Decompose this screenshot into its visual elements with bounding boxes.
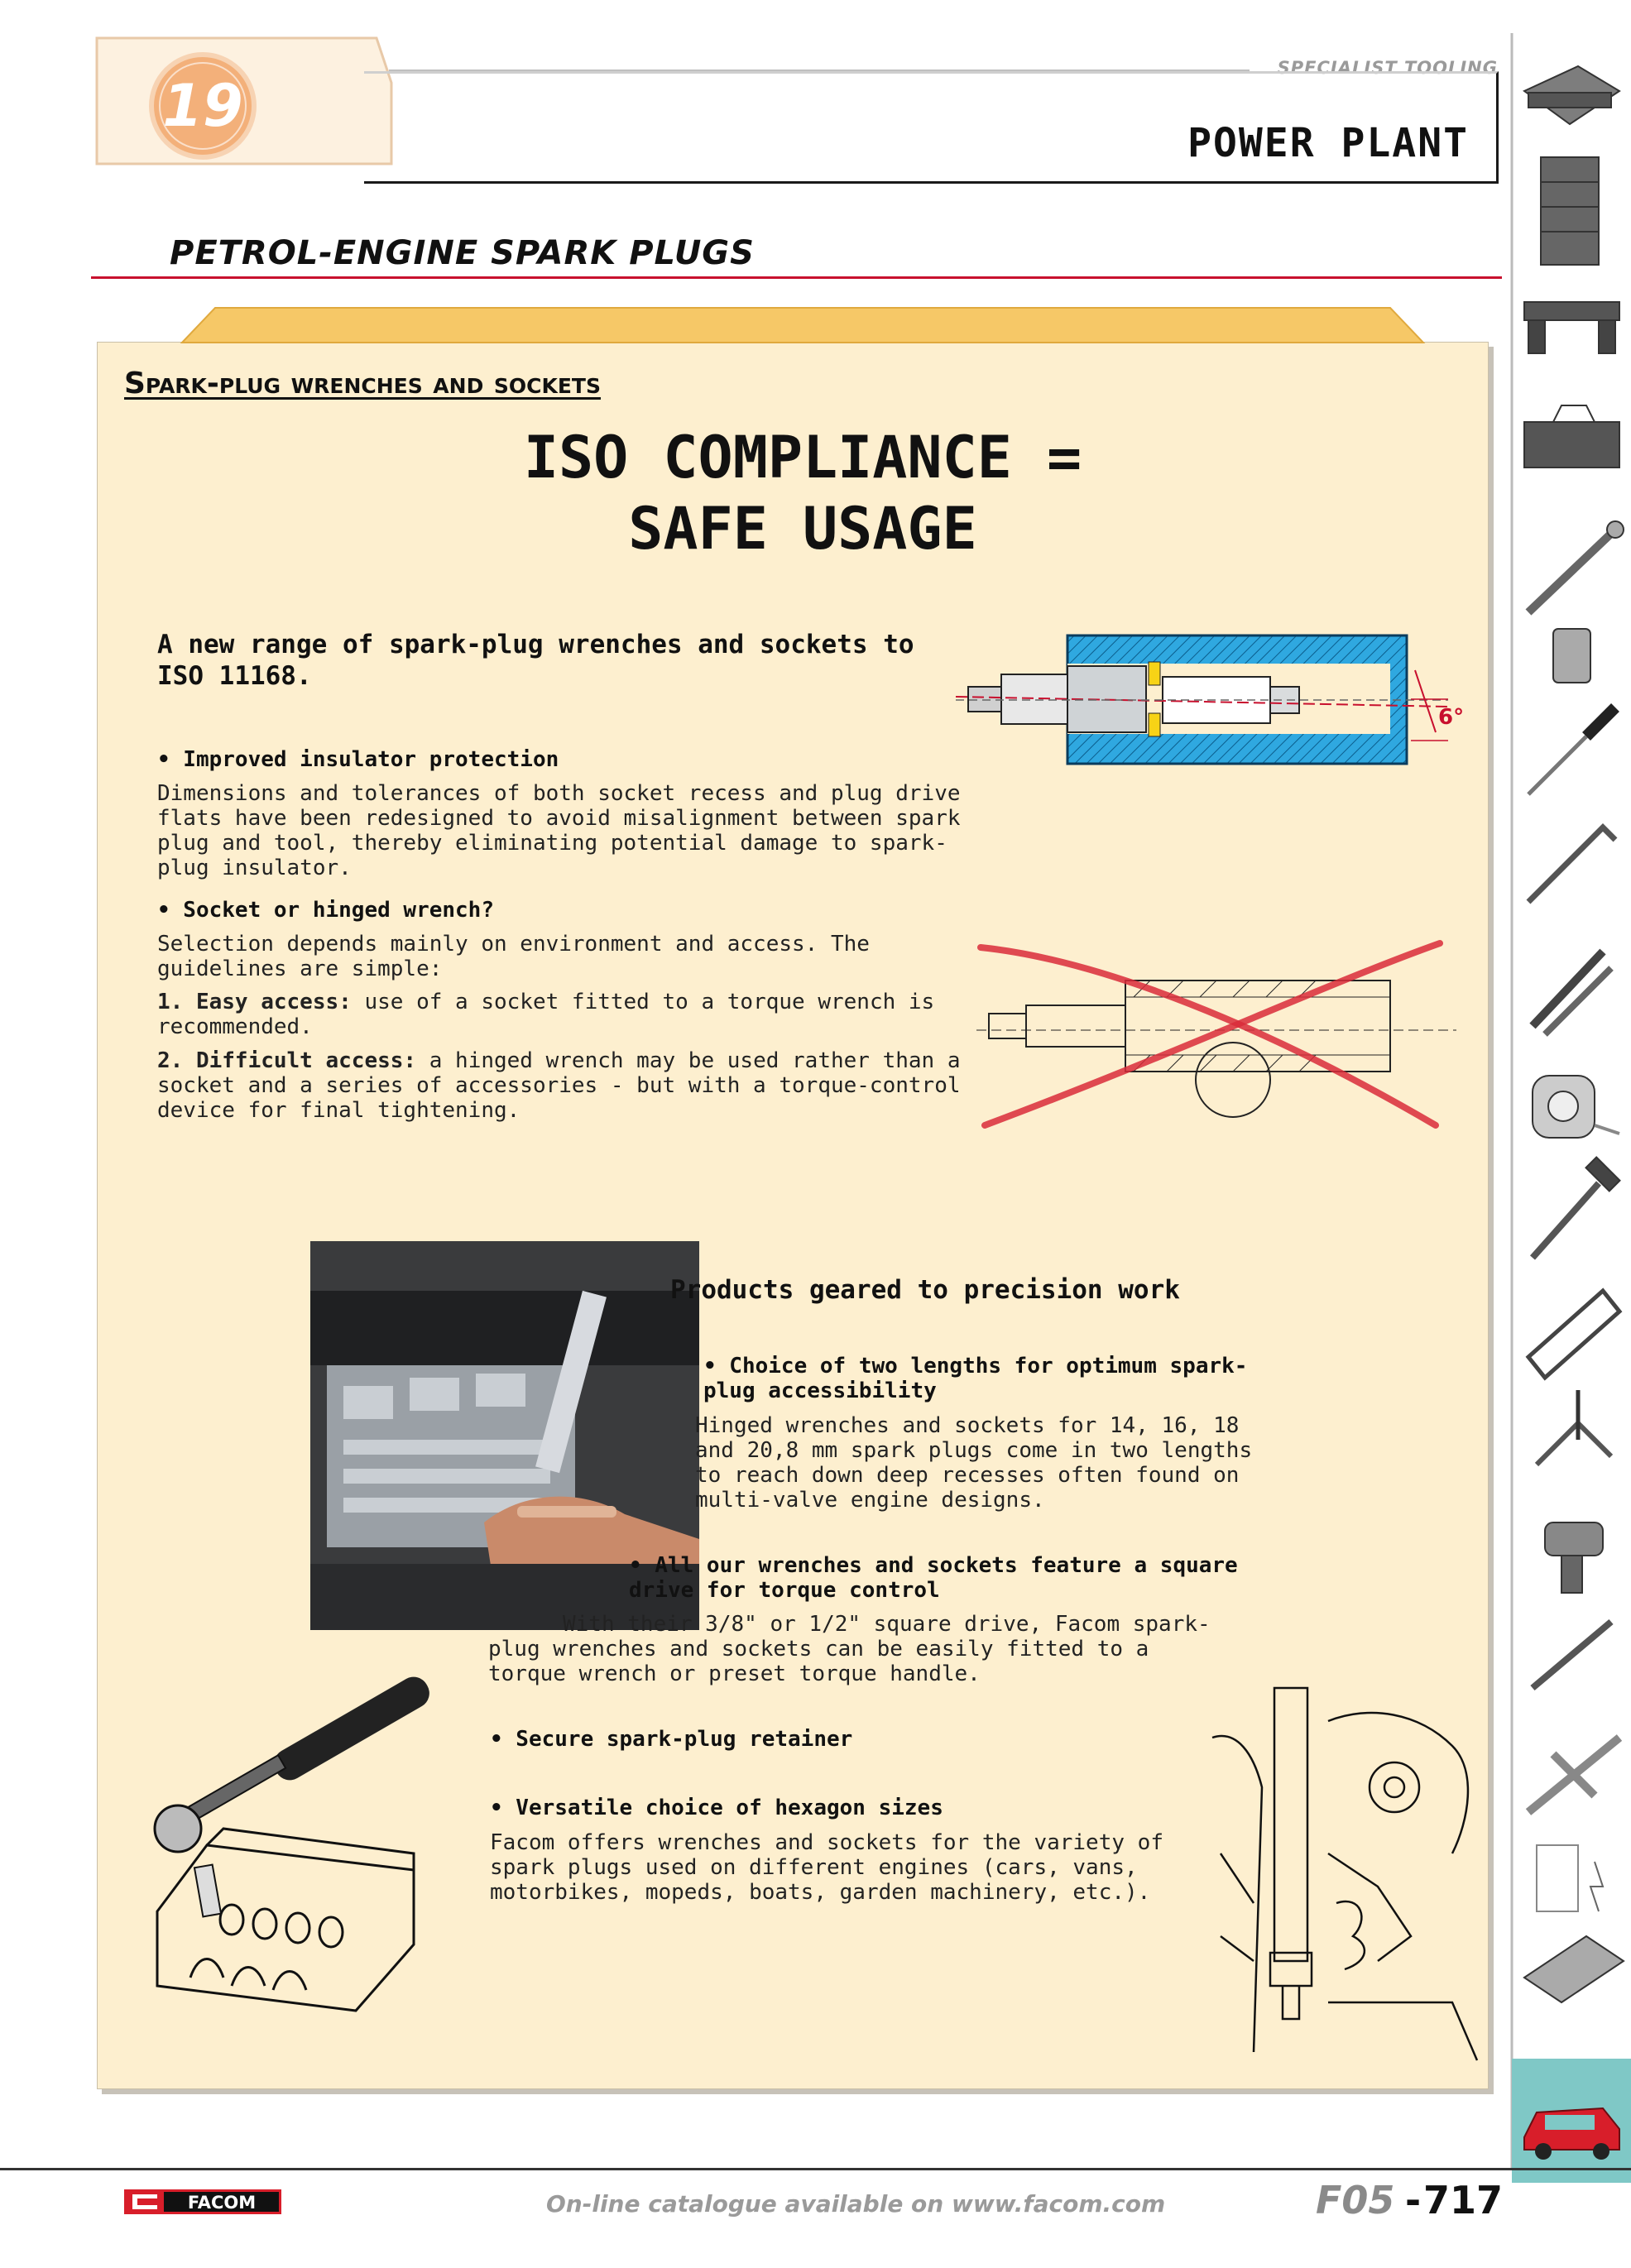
brand-text: FACOM (187, 2193, 257, 2213)
list-item-text: a hinged wrench may be used rather than a socket and a series of accessories - but with a torque-control device for final tightening. (157, 1048, 961, 1123)
bench-icon[interactable] (1524, 302, 1619, 353)
page-number: 717 (1423, 2178, 1504, 2222)
list-item-difficult-access (157, 1048, 976, 1123)
product-lengths-text: Hinged wrenches and sockets for 14, 16, 18 and 20,8 mm spark plugs come in two lengths to reach down deep recesses often found on multi-valve engine designs. (695, 1413, 1253, 1513)
car-icon (1512, 2059, 1631, 2183)
socket-engine-illustration (1204, 1688, 1485, 2060)
toolbox-icon[interactable] (1524, 405, 1619, 468)
catalog-code: F05 (1316, 2178, 1395, 2222)
list-item-label: 2. Difficult access: (157, 1048, 417, 1073)
bullet-insulator-text: Dimensions and tolerances of both socket recess and plug drive flats have been redesigned to avoid misalignment between spark plug and tool, thereby eliminating potential damage to spark-plug insulator. (157, 781, 961, 880)
combination-wrench-icon[interactable] (1528, 521, 1624, 612)
subsection-title: PETROL-ENGINE SPARK PLUGS (170, 234, 755, 272)
workbench-icon[interactable] (1524, 66, 1619, 124)
misalignment-angle-label: 6° (1438, 705, 1465, 730)
spark-plug-socket-diagram (952, 629, 1465, 770)
puller-icon[interactable] (1537, 1390, 1611, 1465)
bullet-selection-text: Selection depends mainly on environment and access. The guidelines are simple: (157, 932, 870, 981)
page-title: POWER PLANT (1187, 120, 1469, 166)
sidebar-item-car-active[interactable] (1512, 2059, 1631, 2183)
footer-rule (0, 2168, 1631, 2170)
page-separator: - (1392, 2178, 1435, 2222)
pliers-icon[interactable] (1533, 952, 1611, 1034)
pipe-wrench-icon[interactable] (1533, 1622, 1611, 1688)
aircraft-icon[interactable] (1528, 1738, 1619, 1812)
bullet-selection-title: • Socket or hinged wrench? (157, 898, 494, 923)
product-square-drive-text: With their 3/8" or 1/2" square drive, Facom spark-plug wrenches and sockets can be easily fitted to a torque wrench or preset torque handle. (488, 1612, 1211, 1686)
bullet-insulator-title: • Improved insulator protection (157, 747, 559, 772)
wrench-engine-illustration (141, 1705, 439, 2019)
hex-key-icon[interactable] (1528, 827, 1615, 902)
tool-cabinet-icon[interactable] (1541, 157, 1599, 265)
product-hexagon-text: Facom offers wrenches and sockets for the variety of spark plugs used on different engines (cars, vans, motorbikes, mopeds, boats, garden machinery, etc.). (490, 1830, 1163, 1905)
electrical-icon[interactable] (1537, 1845, 1603, 1911)
impact-wrench-icon[interactable] (1545, 1522, 1603, 1593)
headline-line-1: ISO COMPLIANCE = (523, 424, 1082, 491)
panel-tab (182, 306, 1423, 343)
red-divider (91, 276, 1502, 279)
list-item-label: 1. Easy access: (157, 990, 352, 1014)
hacksaw-icon[interactable] (1528, 1291, 1619, 1378)
tape-measure-icon[interactable] (1533, 1076, 1619, 1138)
product-retainer-title: • Secure spark-plug retainer (490, 1727, 853, 1752)
product-square-drive-title: • All our wrenches and sockets feature a square drive for torque control (629, 1553, 1238, 1603)
screwdriver-icon[interactable] (1528, 707, 1615, 794)
section-label: SPECIALIST TOOLING (1277, 58, 1498, 78)
panel-heading: Spark-plug wrenches and sockets (124, 367, 601, 400)
category-sidebar (1512, 33, 1631, 2102)
circuit-icon[interactable] (1524, 1936, 1624, 2002)
socket-icon[interactable] (1553, 629, 1590, 683)
incorrect-fitment-diagram (976, 927, 1456, 1134)
chapter-tab (95, 33, 393, 165)
headline-line-2: SAFE USAGE (628, 495, 977, 563)
list-item-easy-access (157, 990, 952, 1039)
products-title: Products geared to precision work (670, 1275, 1180, 1305)
hammer-icon[interactable] (1533, 1157, 1620, 1258)
intro-text: A new range of spark-plug wrenches and sockets to ISO 11168. (157, 630, 914, 691)
product-lengths-title: • Choice of two lengths for optimum spark-plug accessibility (703, 1354, 1248, 1403)
footer-url[interactable]: On-line catalogue available on www.facom.com (546, 2190, 1166, 2218)
product-hexagon-title: • Versatile choice of hexagon sizes (490, 1796, 943, 1820)
facom-logo (124, 2189, 281, 2214)
chapter-number: 19 (162, 72, 243, 140)
headline (248, 422, 1357, 564)
list-item-text: use of a socket fitted to a torque wrench is recommended. (157, 990, 935, 1039)
